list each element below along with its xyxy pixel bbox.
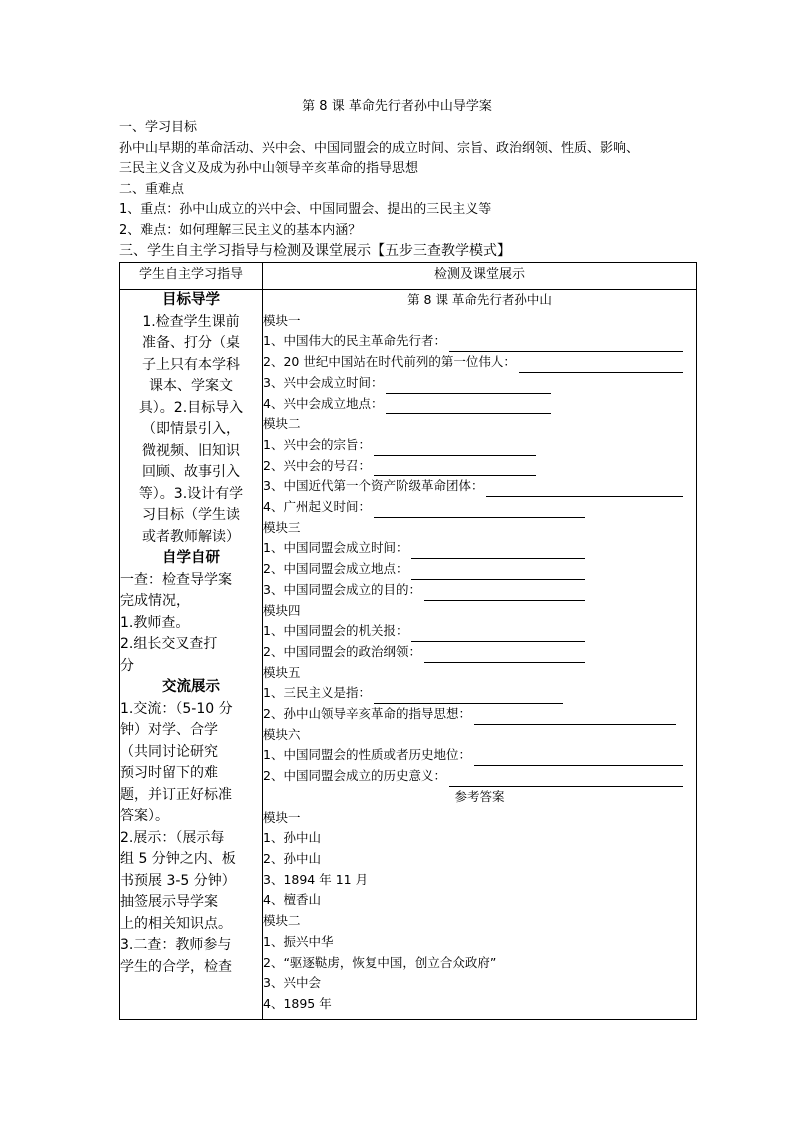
table-body-row	[120, 290, 697, 1020]
module-3-heading: 模块三	[263, 519, 301, 535]
question-row	[263, 642, 696, 663]
guidance-line: 3.二查：教师参与	[120, 937, 232, 953]
question-text: 3、中国同盟会成立的目的：	[263, 581, 421, 597]
answer-blank[interactable]	[519, 358, 683, 373]
answer-blank[interactable]	[474, 751, 683, 766]
question-text: 1、兴中会的宗旨：	[263, 436, 371, 452]
question-row	[263, 331, 696, 352]
guidance-line: 抽签展示导学案	[120, 894, 218, 910]
module-4-questions	[263, 621, 696, 662]
guidance-line: 组 5 分钟之内、板	[120, 851, 236, 867]
question-row	[263, 766, 696, 787]
answer-item: 3、兴中会	[263, 975, 321, 991]
question-text: 1、中国同盟会的机关报：	[263, 623, 409, 639]
answer-item: 4、1895 年	[263, 995, 332, 1011]
section-3-heading: 三、学生自主学习指导与检测及课堂展示【五步三查教学模式】	[119, 243, 511, 259]
page-title: 第 8 课 革命先行者孙中山导学案	[302, 99, 492, 114]
question-row	[263, 683, 696, 704]
question-row	[263, 497, 696, 518]
question-text: 1、中国伟大的民主革命先行者：	[263, 333, 446, 349]
guidance-line: 准备、打分（桌	[142, 335, 240, 351]
guidance-line: （即情景引入，	[142, 421, 240, 437]
guidance-line: 预习时留下的难	[120, 765, 218, 781]
answer-blank[interactable]	[411, 565, 585, 580]
guidance-line: 具）。2.目标导入	[138, 399, 244, 416]
self-study-text	[120, 570, 262, 678]
answer-item: 1、孙中山	[263, 830, 321, 846]
guidance-line: 2.展示：（展示每	[120, 829, 225, 846]
guidance-line: 书预展 3-5 分钟）	[120, 872, 236, 889]
answer-blank[interactable]	[424, 648, 585, 663]
answer-module-2-list	[263, 932, 696, 1015]
guidance-line: 题，并订正好标准	[120, 786, 232, 803]
question-text: 2、中国同盟会成立地点：	[263, 561, 409, 577]
question-text: 2、兴中会的号召：	[263, 457, 371, 473]
guidance-line: 一查：检查导学案	[120, 571, 232, 588]
test-column	[263, 290, 697, 1020]
guidance-line: 完成情况，	[120, 593, 190, 609]
question-text: 4、兴中会成立地点：	[263, 395, 384, 411]
difficult-points: 2、难点：如何理解三民主义的基本内涵？	[119, 222, 362, 238]
question-row	[263, 435, 696, 456]
guidance-line: 1.检查学生课前	[142, 313, 240, 330]
question-row	[263, 621, 696, 642]
header-right: 检测及课堂展示	[263, 263, 697, 290]
answer-blank[interactable]	[374, 461, 536, 476]
module-6-questions	[263, 745, 696, 786]
answer-blank[interactable]	[374, 689, 563, 704]
module-2-heading: 模块二	[263, 416, 301, 432]
guidance-line: 上的相关知识点。	[120, 915, 232, 932]
guidance-line: 分	[120, 657, 134, 674]
answer-blank[interactable]	[449, 772, 683, 787]
guidance-line: 钟）对学、合学	[120, 722, 218, 738]
question-text: 2、孙中山领导辛亥革命的指导思想：	[263, 706, 471, 722]
module-3-questions	[263, 538, 696, 600]
question-row	[263, 394, 696, 415]
lesson-subtitle: 第 8 课 革命先行者孙中山	[407, 292, 552, 307]
module-5-heading: 模块五	[263, 664, 301, 680]
module-5-questions	[263, 683, 696, 724]
guidance-line: 学生的合学，检查	[120, 958, 232, 975]
answer-blank[interactable]	[386, 379, 551, 394]
question-row	[263, 476, 696, 497]
question-row	[263, 456, 696, 477]
guidance-line: 课本、学案文	[149, 378, 233, 394]
guidance-line: 等）。3.设计有学	[138, 485, 244, 502]
question-row	[263, 373, 696, 394]
guidance-line: 习目标（学生读	[142, 507, 240, 523]
answer-blank[interactable]	[424, 586, 585, 601]
question-text: 2、中国同盟会的政治纲领：	[263, 643, 421, 659]
answer-module-1-heading: 模块一	[263, 809, 301, 825]
question-text: 3、兴中会成立时间：	[263, 374, 384, 390]
question-text: 4、广州起义时间：	[263, 499, 371, 515]
answer-blank[interactable]	[374, 441, 536, 456]
question-text: 3、中国近代第一个资产阶级革命团体：	[263, 478, 484, 494]
answer-blank[interactable]	[386, 399, 551, 414]
exchange-heading: 交流展示	[162, 679, 220, 695]
self-study-heading: 自学自研	[162, 550, 220, 566]
question-row	[263, 580, 696, 601]
module-1-heading: 模块一	[263, 312, 301, 328]
guidance-line: 或者教师解读）	[142, 528, 240, 545]
question-text: 2、中国同盟会成立的历史意义：	[263, 768, 446, 784]
module-6-heading: 模块六	[263, 726, 301, 742]
answer-blank[interactable]	[449, 337, 683, 352]
module-1-questions	[263, 331, 696, 414]
answer-blank[interactable]	[374, 503, 585, 518]
exchange-text	[120, 699, 262, 979]
study-guide-table	[119, 262, 697, 1020]
guidance-line: 1.教师查。	[120, 614, 190, 631]
answer-item: 1、振兴中华	[263, 933, 334, 949]
question-row	[263, 559, 696, 580]
section-1-line: 孙中山早期的革命活动、兴中会、中国同盟会的成立时间、宗旨、政治纲领、性质、影响、	[119, 140, 640, 156]
guidance-line: 2.组长交叉查打	[120, 636, 218, 652]
header-left: 学生自主学习指导	[120, 263, 263, 290]
question-row	[263, 538, 696, 559]
answer-blank[interactable]	[486, 482, 683, 497]
guidance-line: （共同讨论研究	[120, 743, 218, 760]
answer-item: 2、孙中山	[263, 850, 321, 866]
question-text: 1、中国同盟会的性质或者历史地位：	[263, 747, 471, 763]
guidance-line: 微视频、旧知识	[142, 442, 240, 459]
question-text: 2、20 世纪中国站在时代前列的第一位伟人：	[263, 354, 516, 370]
section-2-heading: 二、重难点	[119, 181, 185, 197]
section-1-line: 三民主义含义及成为孙中山领导辛亥革命的指导思想	[119, 161, 419, 176]
answer-module-1-list	[263, 828, 696, 911]
guidance-line: 1.交流：（5-10 分	[120, 700, 233, 717]
intro-section	[119, 118, 699, 262]
guidance-line: 答案）。	[120, 808, 169, 824]
question-row	[263, 745, 696, 766]
answer-module-2-heading: 模块二	[263, 913, 301, 929]
answer-blank[interactable]	[474, 710, 676, 725]
guidance-column	[120, 290, 263, 1020]
guidance-line: 子上只有本学科	[142, 356, 240, 373]
question-row	[263, 704, 696, 725]
table-header-row	[120, 263, 697, 290]
module-4-heading: 模块四	[263, 602, 301, 618]
question-row	[263, 352, 696, 373]
answer-item: 2、“驱逐鞑虏，恢复中国，创立合众政府”	[263, 954, 497, 970]
module-2-questions	[263, 435, 696, 518]
answer-blank[interactable]	[411, 627, 585, 642]
question-text: 1、三民主义是指：	[263, 685, 371, 701]
answer-blank[interactable]	[411, 544, 585, 559]
section-1-heading: 一、学习目标	[119, 120, 198, 135]
question-text: 1、中国同盟会成立时间：	[263, 540, 409, 556]
answers-heading: 参考答案	[454, 788, 505, 804]
key-points: 1、重点：孙中山成立的兴中会、中国同盟会、提出的三民主义等	[119, 202, 492, 217]
goal-guidance-heading: 目标导学	[162, 292, 220, 308]
guidance-line: 回顾、故事引入	[142, 464, 240, 480]
answer-item: 4、檀香山	[263, 892, 321, 908]
answer-item: 3、1894 年 11 月	[263, 871, 369, 887]
goal-guidance-text	[120, 312, 262, 549]
